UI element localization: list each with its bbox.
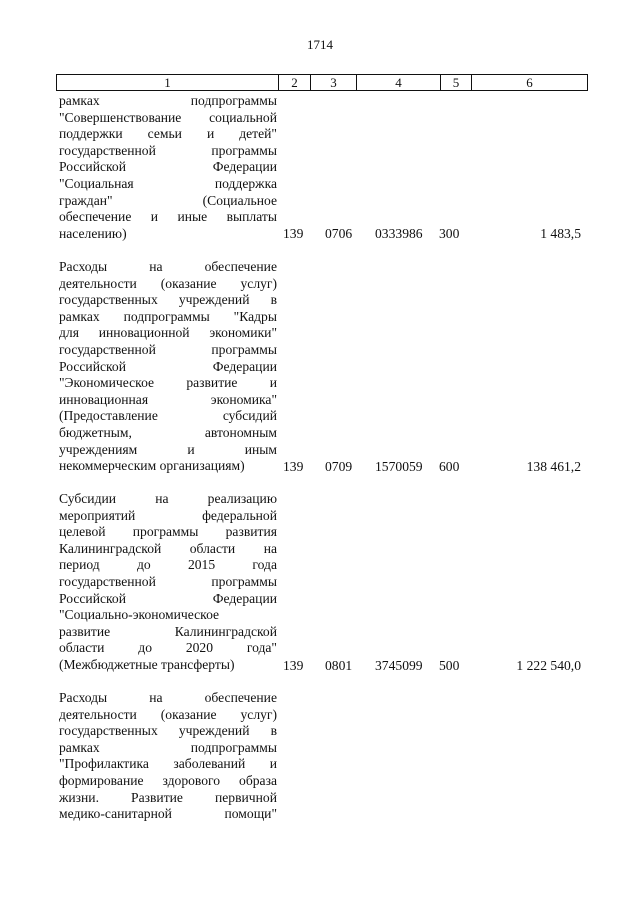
row-description	[59, 491, 277, 674]
description-line: жизни. Развитие первичной	[59, 789, 277, 805]
description-line: деятельности (оказание услуг)	[59, 706, 277, 722]
description-line: области до 2020 года"	[59, 640, 277, 656]
admin-code: 139	[283, 657, 304, 673]
description-line: (Межбюджетные трансферты)	[59, 656, 235, 672]
header-col-4: 4	[357, 75, 441, 90]
description-line: государственных учреждений в	[59, 723, 277, 739]
section-code: 0709	[325, 458, 353, 474]
row-description	[59, 93, 277, 242]
target-code: 3745099	[375, 657, 423, 673]
description-line: рамках подпрограммы	[59, 93, 277, 108]
section-code: 0801	[325, 657, 353, 673]
row-description	[59, 690, 277, 823]
target-code: 0333986	[375, 226, 423, 242]
description-line: мероприятий федеральной	[59, 507, 277, 523]
table-row	[59, 690, 581, 823]
description-line: поддержки семьи и детей"	[59, 126, 277, 142]
description-line: "Социально-экономическое	[59, 607, 220, 623]
amount: 138 461,2	[526, 458, 581, 474]
description-line: для инновационной экономики"	[59, 325, 277, 341]
description-line: "Совершенствование социальной	[59, 109, 277, 125]
table-row	[59, 259, 581, 475]
expense-type-code: 600	[439, 458, 460, 474]
description-line: некоммерческим организациям)	[59, 458, 245, 474]
description-line: государственной программы	[59, 573, 277, 589]
description-line: деятельности (оказание услуг)	[59, 275, 277, 291]
description-line: "Профилактика заболеваний и	[59, 756, 277, 772]
description-line: (Предоставление субсидий	[59, 408, 277, 424]
amount: 1 222 540,0	[516, 657, 581, 673]
description-line: обеспечение и иные выплаты	[59, 209, 277, 225]
description-line: государственных учреждений в	[59, 292, 277, 308]
header-col-6: 6	[526, 75, 533, 90]
expense-type-code: 300	[439, 226, 460, 242]
section-code: 0706	[325, 226, 353, 242]
table-row	[59, 93, 581, 242]
description-line: Калининградской области на	[59, 540, 277, 556]
admin-code: 139	[283, 458, 304, 474]
table-row	[59, 491, 581, 674]
description-line: Субсидии на реализацию	[59, 491, 277, 506]
description-line: граждан" (Социальное	[59, 192, 277, 208]
header-col-5: 5	[441, 75, 472, 90]
table-header	[56, 74, 588, 91]
amount: 1 483,5	[540, 226, 581, 242]
description-line: Расходы на обеспечение	[59, 259, 277, 274]
row-description	[59, 259, 277, 475]
description-line: Расходы на обеспечение	[59, 690, 277, 705]
header-col-1: 1	[57, 75, 279, 90]
description-line: формирование здорового образа	[59, 772, 277, 788]
description-line: государственной программы	[59, 142, 277, 158]
description-line: рамках подпрограммы "Кадры	[59, 308, 277, 324]
expense-type-code: 500	[439, 657, 460, 673]
target-code: 1570059	[375, 458, 423, 474]
admin-code: 139	[283, 226, 304, 242]
description-line: учреждениям и иным	[59, 441, 277, 457]
description-line: Российской Федерации	[59, 358, 277, 374]
description-line: период до 2015 года	[59, 557, 277, 573]
description-line: развитие Калининградской	[59, 623, 277, 639]
description-line: населению)	[59, 225, 127, 241]
description-line: инновационная экономика"	[59, 391, 277, 407]
description-line: медико-санитарной помощи"	[59, 806, 277, 822]
description-line: бюджетным, автономным	[59, 424, 277, 440]
description-line: "Социальная поддержка	[59, 175, 277, 191]
description-line: целевой программы развития	[59, 524, 277, 540]
description-line: "Экономическое развитие и	[59, 375, 277, 391]
description-line: рамках подпрограммы	[59, 739, 277, 755]
header-col-3: 3	[311, 75, 357, 90]
description-line: Российской Федерации	[59, 590, 277, 606]
header-col-2: 2	[279, 75, 311, 90]
page-number: 1714	[307, 37, 333, 52]
description-line: Российской Федерации	[59, 159, 277, 175]
description-line: государственной программы	[59, 341, 277, 357]
